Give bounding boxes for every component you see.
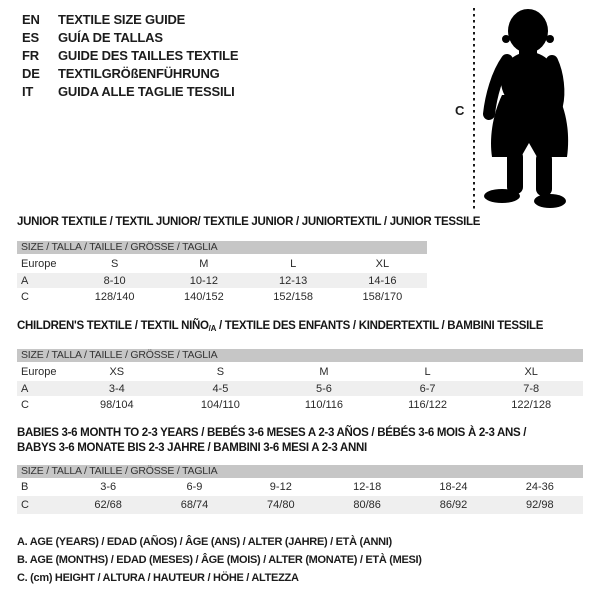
cell: 158/170 bbox=[362, 291, 403, 303]
cell: M bbox=[199, 257, 209, 270]
language-row-fr bbox=[22, 47, 238, 65]
table-row bbox=[17, 496, 583, 514]
language-label: TEXTILE SIZE GUIDE bbox=[58, 12, 186, 27]
baby-silhouette bbox=[484, 9, 568, 208]
language-label: GUIDA ALLE TAGLIE TESSILI bbox=[58, 84, 235, 99]
cell: XS bbox=[109, 365, 125, 378]
language-code: EN bbox=[22, 12, 40, 27]
babies-size-table bbox=[17, 478, 583, 514]
junior-size-header-band: SIZE / TALLA / TAILLE / GRÖSSE / TAGLIA bbox=[17, 241, 427, 254]
cell: 128/140 bbox=[94, 291, 135, 303]
cell: 68/74 bbox=[180, 499, 209, 511]
language-label: GUIDE DES TAILLES TEXTILE bbox=[58, 48, 239, 63]
children-title-text: CHILDREN'S TEXTILE / TEXTIL NIÑO bbox=[17, 320, 209, 332]
cell: 122/128 bbox=[511, 399, 552, 411]
footnote-a: A. AGE (YEARS) / EDAD (AÑOS) / ÂGE (ANS) / ALTER (JAHRE) / ETÀ (ANNI) bbox=[17, 536, 392, 548]
height-marker-label: C bbox=[455, 103, 465, 118]
language-code: DE bbox=[22, 66, 40, 81]
cell: M bbox=[319, 365, 329, 378]
cell: 24-36 bbox=[525, 481, 554, 493]
cell: 18-24 bbox=[439, 481, 468, 493]
row-label: Europe bbox=[21, 257, 57, 270]
row-label: B bbox=[21, 481, 29, 493]
junior-size-table bbox=[17, 254, 427, 306]
table-row bbox=[17, 478, 583, 496]
language-label: GUÍA DE TALLAS bbox=[58, 30, 163, 45]
cell: 152/158 bbox=[273, 291, 313, 303]
cell: 92/98 bbox=[526, 499, 554, 511]
table-row bbox=[17, 381, 583, 396]
junior-section-title: JUNIOR TEXTILE / TEXTIL JUNIOR/ TEXTILE JUNIOR / JUNIORTEXTIL / JUNIOR TESSILE bbox=[17, 216, 481, 228]
cell: 98/104 bbox=[99, 399, 134, 411]
children-title-text: / TEXTILE DES ENFANTS / KINDERTEXTIL / BAMBINI TESSILE bbox=[216, 320, 544, 332]
language-row-de bbox=[22, 65, 238, 83]
children-section-title bbox=[17, 320, 543, 333]
row-label: C bbox=[21, 499, 29, 511]
children-size-table bbox=[17, 362, 583, 414]
children-size-header-band: SIZE / TALLA / TAILLE / GRÖSSE / TAGLIA bbox=[17, 349, 583, 362]
cell: 86/92 bbox=[439, 499, 468, 511]
table-row bbox=[17, 273, 427, 288]
cell: 140/152 bbox=[183, 291, 224, 303]
language-list bbox=[22, 11, 238, 101]
cell: 62/68 bbox=[94, 499, 122, 511]
cell: L bbox=[290, 257, 297, 270]
cell: XL bbox=[375, 257, 390, 270]
cell: 8-10 bbox=[103, 274, 126, 287]
language-code: ES bbox=[22, 30, 39, 45]
babies-size-header-band: SIZE / TALLA / TAILLE / GRÖSSE / TAGLIA bbox=[17, 465, 583, 478]
babies-section-title bbox=[17, 426, 526, 456]
footnotes bbox=[17, 533, 422, 587]
table-row bbox=[17, 288, 427, 306]
language-row-it bbox=[22, 83, 238, 101]
cell: 6-7 bbox=[419, 382, 436, 395]
language-label: TEXTILGRÖßENFÜHRUNG bbox=[58, 66, 220, 81]
cell: 74/80 bbox=[267, 499, 295, 511]
row-label: A bbox=[21, 382, 29, 395]
cell: 110/116 bbox=[304, 399, 344, 411]
cell: S bbox=[216, 365, 225, 378]
cell: 12-13 bbox=[279, 274, 308, 287]
babies-title-line1: BABIES 3-6 MONTH TO 2-3 YEARS / BEBÉS 3-6 MESES A 2-3 AÑOS / BÉBÉS 3-6 MOIS À 2-3 ANS / bbox=[17, 427, 527, 439]
table-row bbox=[17, 396, 583, 414]
row-label: Europe bbox=[21, 365, 57, 378]
language-code: FR bbox=[22, 48, 39, 63]
table-row bbox=[17, 254, 427, 273]
cell: 3-6 bbox=[100, 481, 117, 493]
cell: 104/110 bbox=[200, 399, 240, 411]
row-label: A bbox=[21, 274, 29, 287]
cell: 12-18 bbox=[353, 481, 382, 493]
cell: 4-5 bbox=[212, 382, 229, 395]
cell: 6-9 bbox=[186, 481, 203, 493]
cell: 10-12 bbox=[189, 274, 218, 287]
cell: 3-4 bbox=[108, 382, 125, 395]
table-row bbox=[17, 362, 583, 381]
cell: L bbox=[424, 365, 431, 378]
language-code: IT bbox=[22, 84, 34, 99]
cell: 80/86 bbox=[353, 499, 381, 511]
cell: 9-12 bbox=[269, 481, 292, 493]
row-label: C bbox=[21, 291, 29, 303]
babies-title-line2: BABYS 3-6 MONATE BIS 2-3 JAHRE / BAMBINI 3-6 MESI A 2-3 ANNI bbox=[17, 442, 367, 454]
cell: XL bbox=[524, 365, 538, 378]
cell: 116/122 bbox=[408, 399, 448, 411]
cell: S bbox=[110, 257, 119, 270]
cell: 14-16 bbox=[368, 274, 397, 287]
row-label: C bbox=[21, 399, 29, 411]
cell: 5-6 bbox=[316, 382, 332, 395]
footnote-b: B. AGE (MONTHS) / EDAD (MESES) / ÂGE (MOIS) / ALTER (MONATE) / ETÀ (MESI) bbox=[17, 554, 422, 566]
language-row-en bbox=[22, 11, 238, 29]
language-row-es bbox=[22, 29, 238, 47]
footnote-c: C. (cm) HEIGHT / ALTURA / HAUTEUR / HÖHE / ALTEZZA bbox=[17, 572, 299, 584]
children-title-subscript: /A bbox=[208, 324, 217, 333]
cell: 7-8 bbox=[523, 382, 540, 395]
